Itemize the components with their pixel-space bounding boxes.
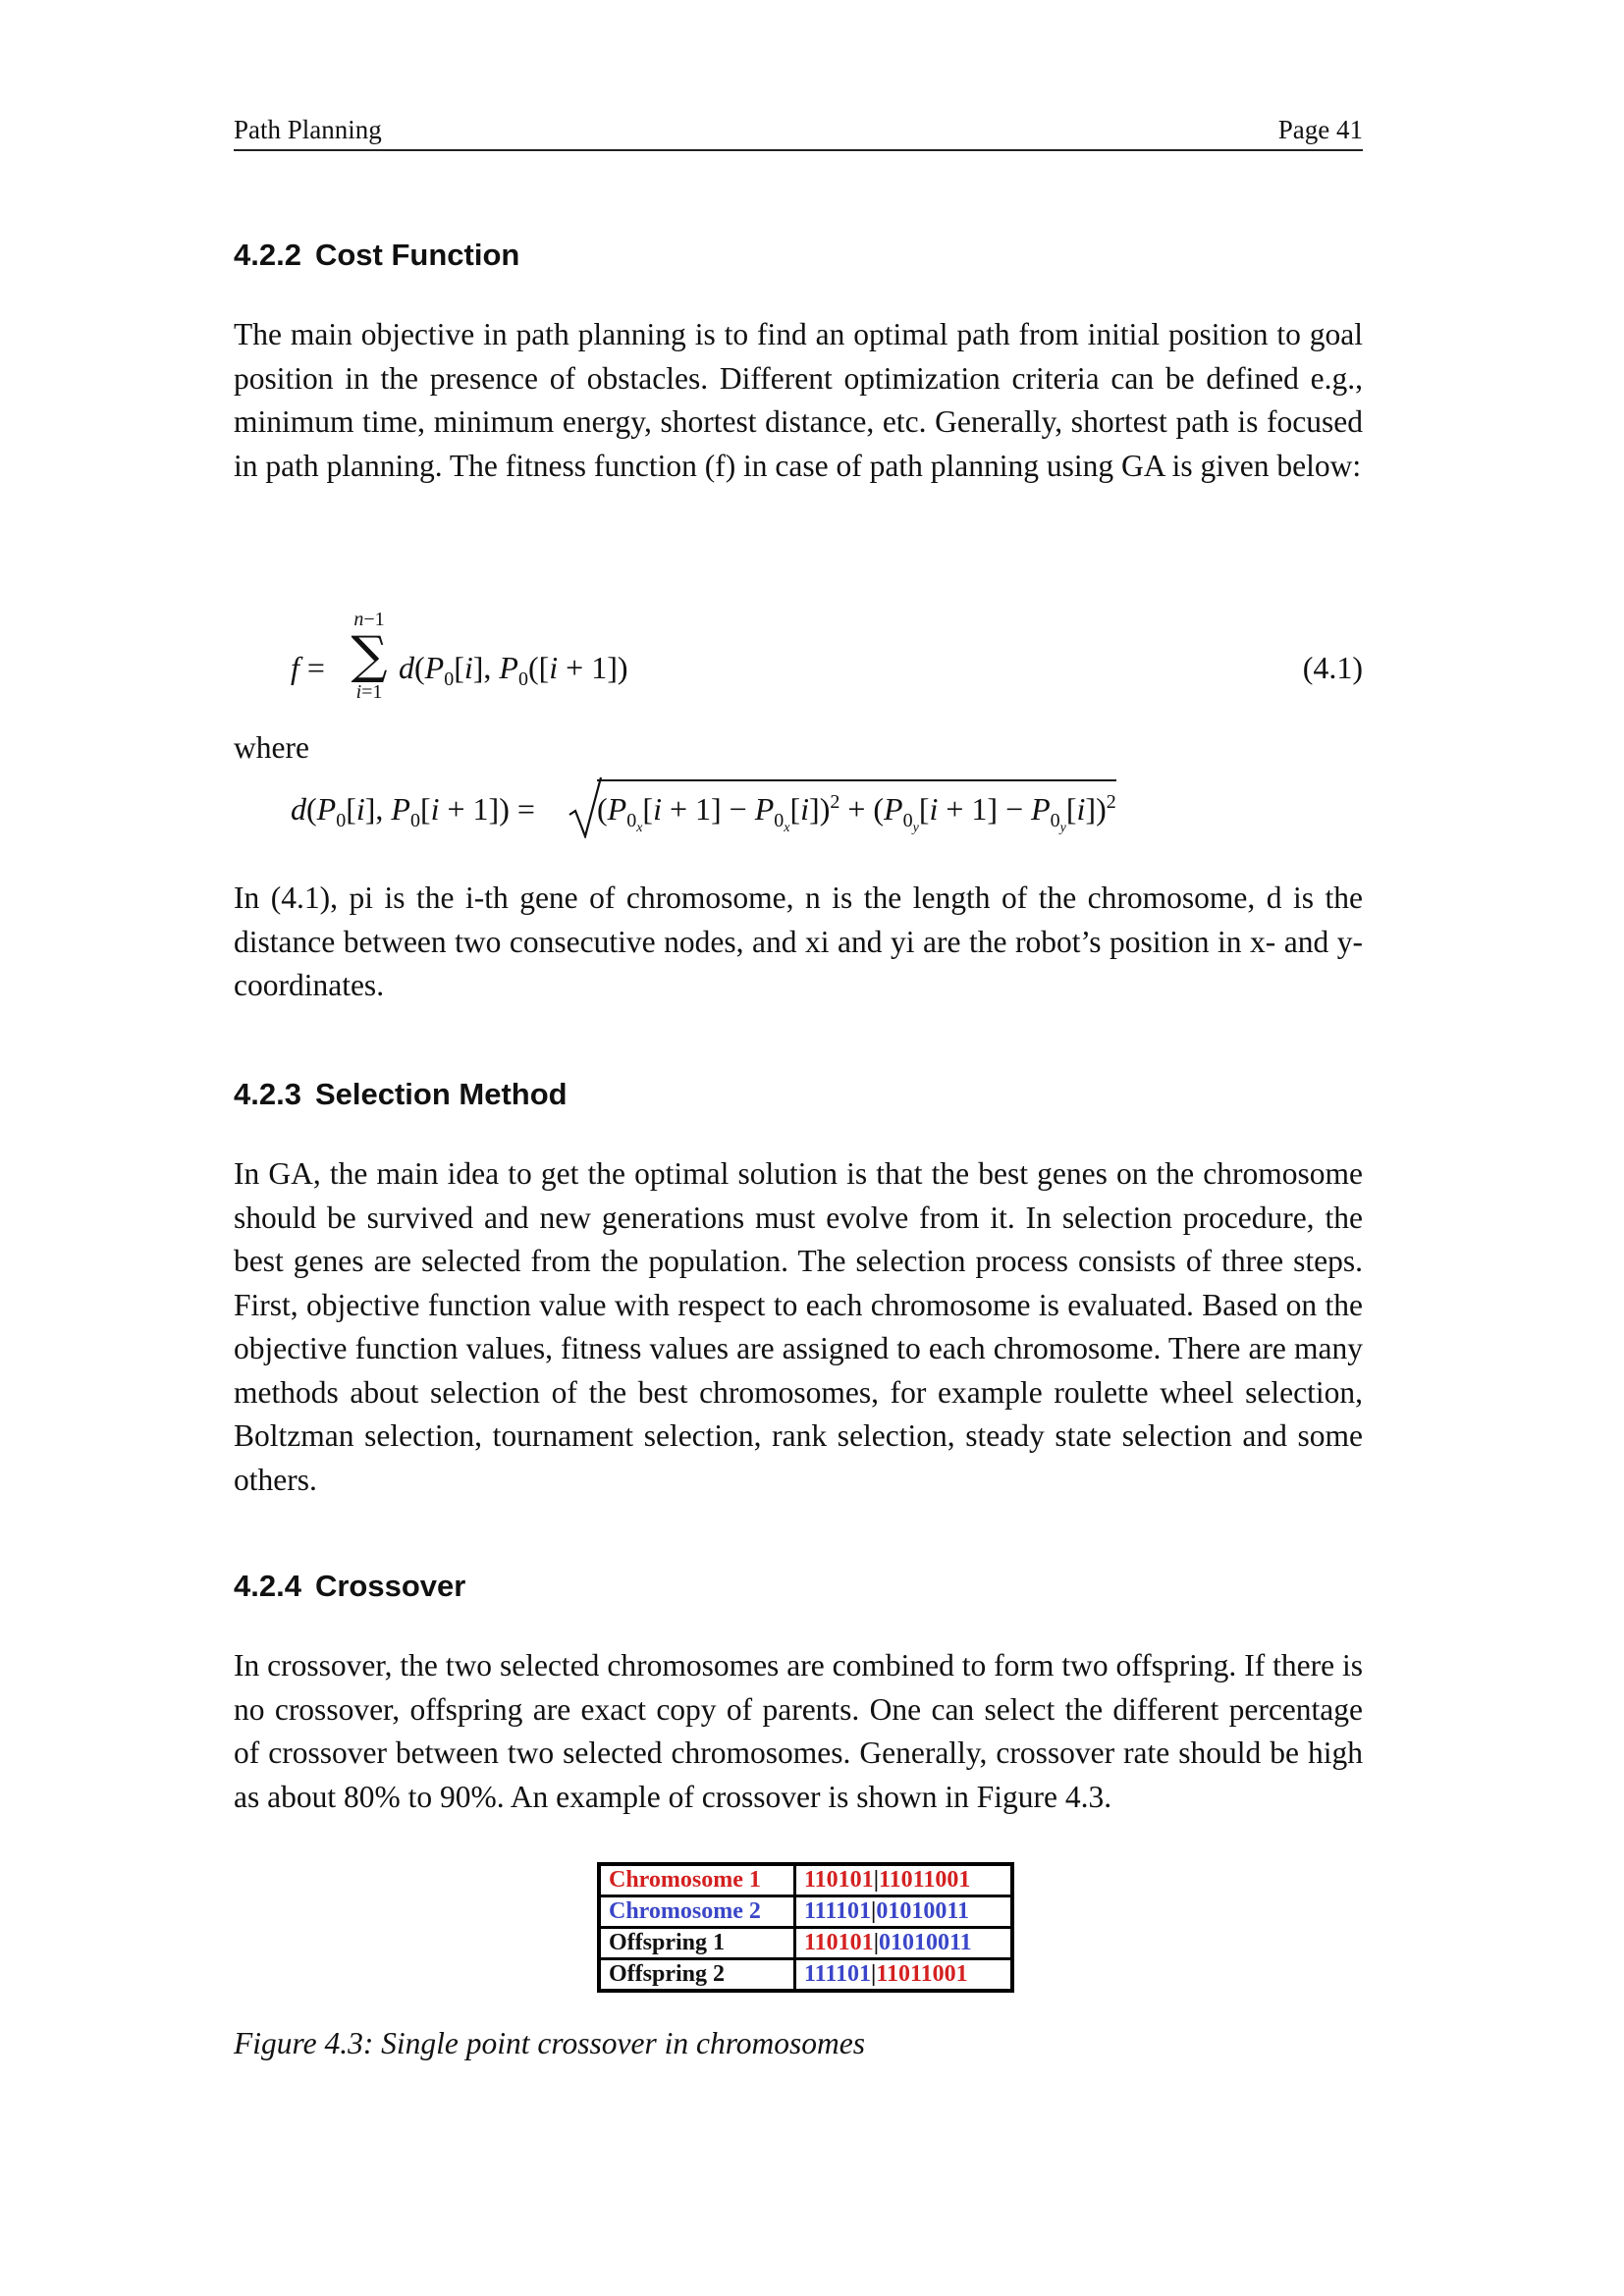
gene-string — [795, 1896, 1013, 1928]
section-title: Selection Method — [314, 1077, 568, 1111]
gene-segment-right: 11011001 — [878, 1867, 971, 1893]
equation-number: (4.1) — [1302, 650, 1363, 685]
crossover-body: In crossover, the two selected chromosomes are combined to form two offspring. If there is no crossover, offspring are exact copy of parents. One can select the different percentage of crossover between two selected chromosomes. Generally, crossover rate should be high as about 80% to 90%. An example of crossover is shown in Figure 4.3. — [234, 1648, 1363, 1814]
gene-segment-left: 110101 — [804, 1930, 874, 1955]
sigma-glyph: ∑ — [351, 626, 388, 685]
section-heading-selection-method — [234, 1075, 1363, 1114]
cost-function-intro: The main objective in path planning is to find an optimal path from initial position to goal position in the presence of obstacles. Different optimization criteria can be defined e.g., minimum time, minimum energy, shortest distance, etc. Generally, shortest path is focused in path planning. The fitness function (f) in case of path planning using GA is given below: — [234, 317, 1363, 483]
gene-segment-right: 11011001 — [876, 1961, 968, 1987]
page-number: Page 41 — [1277, 115, 1363, 144]
gene-segment-left: 110101 — [804, 1867, 874, 1893]
section-number: 4.2.4 — [234, 1569, 301, 1603]
cost-function-explanation: In (4.1), pi is the i-th gene of chromosome, n is the length of the chromosome, d is the distance between two consecutive nodes, and xi and yi are the robot’s position in x- and y-coordinates. — [234, 881, 1363, 1002]
summation-symbol — [348, 609, 391, 703]
row-label: Chromosome 1 — [599, 1864, 795, 1896]
equation-lhs: f = — [291, 650, 325, 685]
section-number: 4.2.3 — [234, 1077, 301, 1111]
crossover-point-divider: | — [871, 1961, 877, 1987]
distance-equation-radicand: $(P_{0_x}[i + 1] - P_{0_x}[i])^2 + (P_{0_y}[i + 1] - P_{0_y}[i])^2$ — [597, 779, 1116, 828]
gene-string — [795, 1928, 1013, 1959]
section-number: 4.2.2 — [234, 238, 301, 272]
where-label: where — [234, 730, 309, 765]
gene-segment-left: 111101 — [804, 1961, 872, 1987]
table-row — [599, 1864, 1012, 1896]
equation-rhs: $d(P_0[i]$, $P_0([i + 1])$ — [399, 650, 628, 690]
section-title: Cost Function — [314, 238, 520, 272]
summation-lower-limit: i=1 — [355, 681, 383, 703]
selection-method-body: In GA, the main idea to get the optimal solution is that the best genes on the chromosome should be survived and new generations must evolve from it. In selection procedure, the best genes are selected from the population. The selection process consists of three steps. First, objective function value with respect to each chromosome is evaluated. Based on the objective function values, fitness values are assigned to each chromosome. There are many methods about selection of the best chromosomes, for example roulette wheel selection, Boltzman selection, tournament selection, rank selection, steady state selection and some others. — [234, 1156, 1363, 1497]
running-header-title: Path Planning — [234, 115, 382, 144]
gene-segment-left: 111101 — [804, 1898, 872, 1924]
section-title: Crossover — [314, 1569, 466, 1603]
row-label: Chromosome 2 — [599, 1896, 795, 1928]
row-label: Offspring 1 — [599, 1928, 795, 1959]
gene-string — [795, 1959, 1013, 1992]
table-row — [599, 1928, 1012, 1959]
gene-segment-right: 01010011 — [876, 1898, 970, 1924]
crossover-point-divider: | — [873, 1930, 879, 1955]
gene-string — [795, 1864, 1013, 1896]
row-label: Offspring 2 — [599, 1959, 795, 1992]
distance-equation — [291, 775, 1363, 846]
table-row — [599, 1959, 1012, 1992]
equation-4-1 — [291, 609, 1363, 726]
figure-caption: Figure 4.3: Single point crossover in chromosomes — [234, 2026, 866, 2060]
running-header — [234, 110, 1363, 151]
section-heading-crossover — [234, 1567, 1363, 1606]
crossover-point-divider: | — [873, 1867, 879, 1893]
summation-upper-limit: n−1 — [353, 609, 385, 630]
distance-equation-lhs: $d(P_0[i]$, $P_0[i + 1]$) = — [291, 791, 535, 831]
crossover-figure-table — [597, 1862, 1014, 1993]
gene-segment-right: 01010011 — [878, 1930, 972, 1955]
section-heading-cost-function — [234, 236, 1363, 275]
table-row — [599, 1896, 1012, 1928]
crossover-point-divider: | — [871, 1898, 877, 1924]
